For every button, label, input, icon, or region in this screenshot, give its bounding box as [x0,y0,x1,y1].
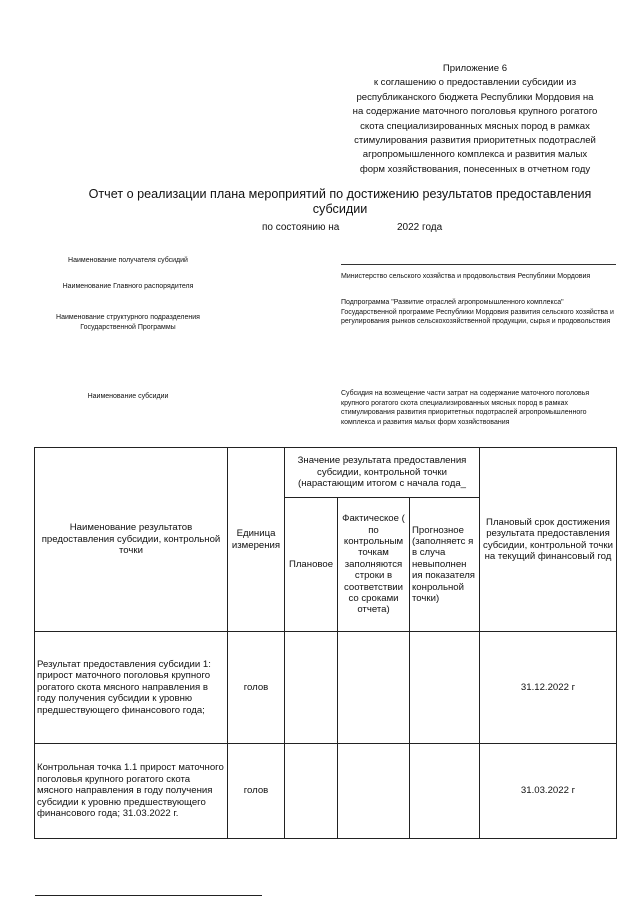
report-title-line1: Отчет о реализации плана мероприятий по достижению результатов предоставления [88,187,592,201]
recipient-label: Наименование получателя субсидий [68,257,188,264]
row-deadline: 31.03.2022 г [480,744,617,839]
row-forecast [410,744,480,839]
header-value-group: Значение результата предоставления субсидии, контрольной точки (нарастающим итогом с начала года_ [285,448,480,498]
subdivision-label: Наименование структурного подразделения Государственной Программы [56,314,200,331]
as-of-label: по состоянию на [262,222,340,233]
row-forecast [410,632,480,744]
header-actual: Фактическое ( по контрольным точкам заполняются строки в соответствии со сроками отчета) [338,498,410,632]
header-name: Наименование результатов предоставления субсидии, контрольной точки [35,448,228,632]
ministry-label: Наименование Главного распорядителя [62,283,194,290]
header-unit: Единица измерения [228,448,285,632]
table-header-row [35,448,617,498]
appendix-line: форм хозяйствования, понесенных в отчетном году [359,163,591,175]
report-title-line2: субсидии [312,202,368,216]
table-row [35,744,617,839]
ministry-value: Министерство сельского хозяйства и продовольствия Республики Мордовия [341,273,591,280]
appendix-line: к соглашению о предоставлении субсидии из [373,77,577,89]
appendix-header [335,62,615,177]
row-deadline: 31.12.2022 г [480,632,617,744]
row-name: Результат предоставления субсидии 1: прирост маточного поголовья крупного рогатого скота мясного направления в году получения субсидии к уровню предшествующего финансового года; [35,632,228,744]
appendix-line: скота специализированных мясных пород в рамках [360,120,590,132]
appendix-line: на содержание маточного поголовья крупного рогатого [352,106,598,118]
row-planned [285,744,338,839]
row-unit: голов [228,744,285,839]
header-forecast: Прогнозное (заполняетс я в случа невыполнен ия показателя конрольной точки) [410,498,480,632]
row-actual [338,632,410,744]
report-year: 2022 года [397,222,443,233]
subdivision-value: Подпрограмма "Развитие отраслей агропромышленного комплекса" Государственной программе Республики Мордовия развития сельского хозяйства и регулирования рынков сельскохозяйственной продукции, сырья и продовольствия [341,299,614,325]
appendix-line: республиканского бюджета Республики Мордовия на [356,91,594,103]
header-deadline: Плановый срок достижения результата предоставления субсидии, контрольной точки на текущий финансовый год [480,448,617,632]
subsidy-value: Субсидия на возмещение части затрат на содержание маточного поголовья крупного рогатого скота специализированных мясных пород в рамках стимулирования развития приоритетных подотраслей агропромышленного комплекса и развития малых форм хозяйствования [341,390,590,426]
footnote-divider [35,895,262,896]
row-actual [338,744,410,839]
recipient-underline [341,264,616,265]
subsidy-label: Наименование субсидии [87,393,169,400]
row-planned [285,632,338,744]
report-title [60,187,620,217]
row-name: Контрольная точка 1.1 прирост маточного поголовья крупного рогатого скота мясного направления в году получения субсидии к уровню предшествующего финансового года; 31.03.2022 г. [35,744,228,839]
table-row [35,632,617,744]
appendix-line: стимулирования развития приоритетных подотраслей [354,135,596,147]
appendix-line: Приложение 6 [442,63,508,74]
results-table [34,447,617,839]
appendix-line: агропромышленного комплекса и развития малых [362,149,588,161]
header-planned: Плановое [285,498,338,632]
row-unit: голов [228,632,285,744]
